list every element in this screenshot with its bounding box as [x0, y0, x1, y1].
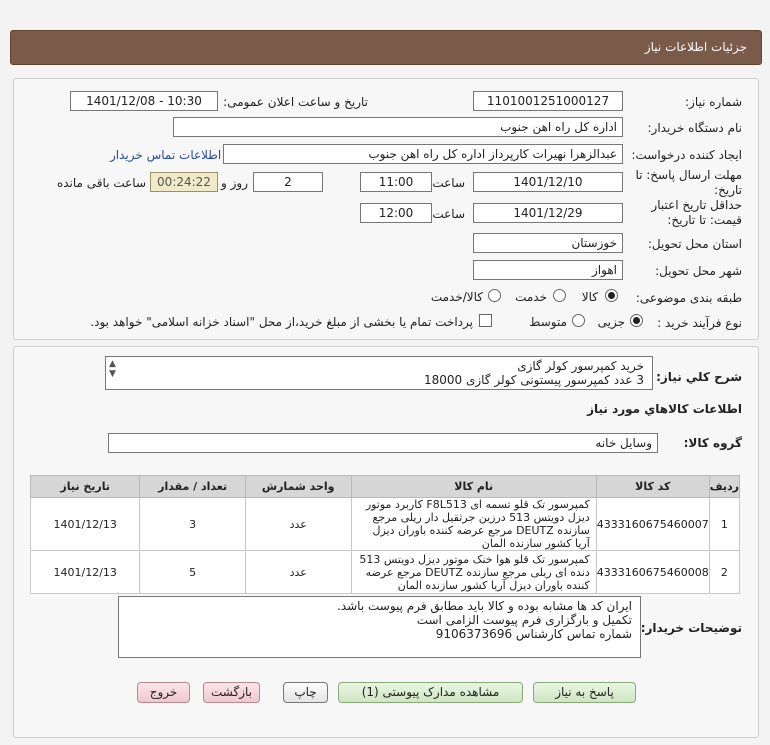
print-button[interactable]: چاپ [283, 682, 328, 703]
purchase-medium-radio[interactable] [572, 314, 585, 327]
buyer-notes-label: توضیحات خریدار: [640, 621, 742, 635]
cell-date: 1401/12/13 [31, 498, 140, 551]
validity-label: حداقل تاریخ اعتبار [651, 198, 742, 212]
need-number-field: 1101001251000127 [473, 91, 623, 111]
cell-name: کمپرسور تک قلو هوا خنک موتور دیزل دویتس 513 دنده ای ریلی مرجع سازنده DEUTZ مرجع عرضه کننده باوران دیزل آریا کشور سازنده المان [351, 551, 596, 594]
creator-field: عبدالزهرا نهیرات کارپرداز اداره کل راه اهن جنوب [223, 144, 623, 164]
validity-time-label: ساعت [432, 207, 465, 221]
header-qty: تعداد / مقدار [140, 476, 245, 498]
city-label: شهر محل تحویل: [655, 264, 742, 278]
exit-button[interactable]: خروج [137, 682, 190, 703]
table-row [31, 551, 740, 594]
buyer-contact-link[interactable]: اطلاعات تماس خریدار [110, 148, 222, 162]
reply-button[interactable]: پاسخ به نیاز [533, 682, 636, 703]
days-remaining-field: 2 [253, 172, 323, 192]
category-label: طبقه بندی موضوعی: [635, 291, 742, 305]
cell-qty: 5 [140, 551, 245, 594]
table-row [31, 498, 740, 551]
validity-time-field: 12:00 [360, 203, 432, 223]
cell-index: 1 [709, 498, 739, 551]
purchase-minor-label: جزیی [597, 315, 625, 329]
deadline-label: مهلت ارسال پاسخ: تا [635, 168, 742, 182]
cell-name: کمپرسور تک قلو تسمه ای F8L513 کاربرد موتور دیزل دویتس 513 درزین جرثقیل دار ریلی مرجع سازنده DEUTZ مرجع عرضه کننده باوران دیزل آریا کشور سازنده المان [351, 498, 596, 551]
buyer-notes-line-2: تکمیل و بارگزاری فرم پیوست الزامی است [416, 613, 632, 627]
buyer-notes-line-3: شماره تماس کارشناس 9106373696 [435, 627, 632, 641]
purchase-type-label: نوع فرآیند خرید : [657, 316, 742, 330]
cell-qty: 3 [140, 498, 245, 551]
deadline-date-field: 1401/12/10 [473, 172, 623, 192]
page-header [10, 30, 762, 65]
summary-label: شرح کلي نياز: [656, 370, 742, 384]
category-goods-service-label: کالا/خدمت [430, 290, 483, 304]
buyer-notes-textarea[interactable] [118, 596, 641, 658]
time-remaining-field: 00:24:22 [150, 172, 218, 192]
purchase-minor-radio[interactable] [630, 314, 643, 327]
header-date: تاریخ نیاز [31, 476, 140, 498]
need-number-label: شماره نیاز: [685, 95, 742, 109]
header-code: کد کالا [596, 476, 709, 498]
cell-index: 2 [709, 551, 739, 594]
validity-date-field: 1401/12/29 [473, 203, 623, 223]
header-unit: واحد شمارش [245, 476, 351, 498]
validity-label-date: قیمت: تا تاریخ: [667, 213, 742, 227]
buyer-notes-line-1: ایران کد ها مشابه بوده و کالا باید مطابق فرم پیوست باشد. [337, 599, 632, 613]
header-index: ردیف [709, 476, 739, 498]
purchase-medium-label: متوسط [529, 315, 567, 329]
buyer-field: اداره کل راه اهن جنوب [173, 117, 623, 137]
table-header-row [31, 476, 740, 498]
category-goods-label: کالا [581, 290, 598, 304]
scroll-arrows-icon: ▲ ▼ [109, 359, 116, 379]
buyer-label: نام دستگاه خریدار: [647, 121, 742, 135]
category-goods-radio[interactable] [605, 289, 618, 302]
category-service-label: خدمت [515, 290, 547, 304]
header-name: نام کالا [351, 476, 596, 498]
city-field: اهواز [473, 260, 623, 280]
cell-code: 4333160675460008 [596, 551, 709, 594]
province-field: خوزستان [473, 233, 623, 253]
cell-unit: عدد [245, 498, 351, 551]
province-label: استان محل تحویل: [647, 237, 742, 251]
treasury-payment-checkbox[interactable] [479, 314, 492, 327]
goods-table [30, 475, 740, 594]
cell-date: 1401/12/13 [31, 551, 140, 594]
deadline-time-label: ساعت [432, 176, 465, 190]
category-goods-service-radio[interactable] [488, 289, 501, 302]
announce-date-label: تاریخ و ساعت اعلان عمومی: [223, 95, 368, 109]
creator-label: ایجاد کننده درخواست: [631, 148, 742, 162]
goods-info-title: اطلاعات کالاهاي مورد نياز [587, 402, 742, 416]
category-service-radio[interactable] [553, 289, 566, 302]
announce-date-field: 1401/12/08 - 10:30 [70, 91, 218, 111]
back-button[interactable]: بازگشت [203, 682, 260, 703]
time-remaining-label: ساعت باقی مانده [56, 176, 146, 190]
summary-line-2: 3 عدد کمپرسور پیستونی کولر گازی 18000 [423, 373, 644, 387]
treasury-payment-note: پرداخت تمام یا بخشی از مبلغ خرید،از محل "اسناد خزانه اسلامی" خواهد بود. [90, 315, 473, 329]
summary-line-1: خرید کمپرسور کولر گازی [517, 359, 644, 373]
deadline-label-date: تاریخ: [714, 183, 742, 197]
summary-textarea[interactable] [105, 356, 653, 390]
days-label: روز و [221, 176, 248, 190]
view-attachments-button[interactable]: مشاهده مدارک پیوستی (1) [338, 682, 523, 703]
goods-group-field: وسایل خانه [108, 433, 658, 453]
deadline-time-field: 11:00 [360, 172, 432, 192]
page-title: جزئیات اطلاعات نیاز [644, 40, 747, 54]
cell-unit: عدد [245, 551, 351, 594]
cell-code: 4333160675460007 [596, 498, 709, 551]
goods-group-label: گروه کالا: [683, 436, 742, 450]
